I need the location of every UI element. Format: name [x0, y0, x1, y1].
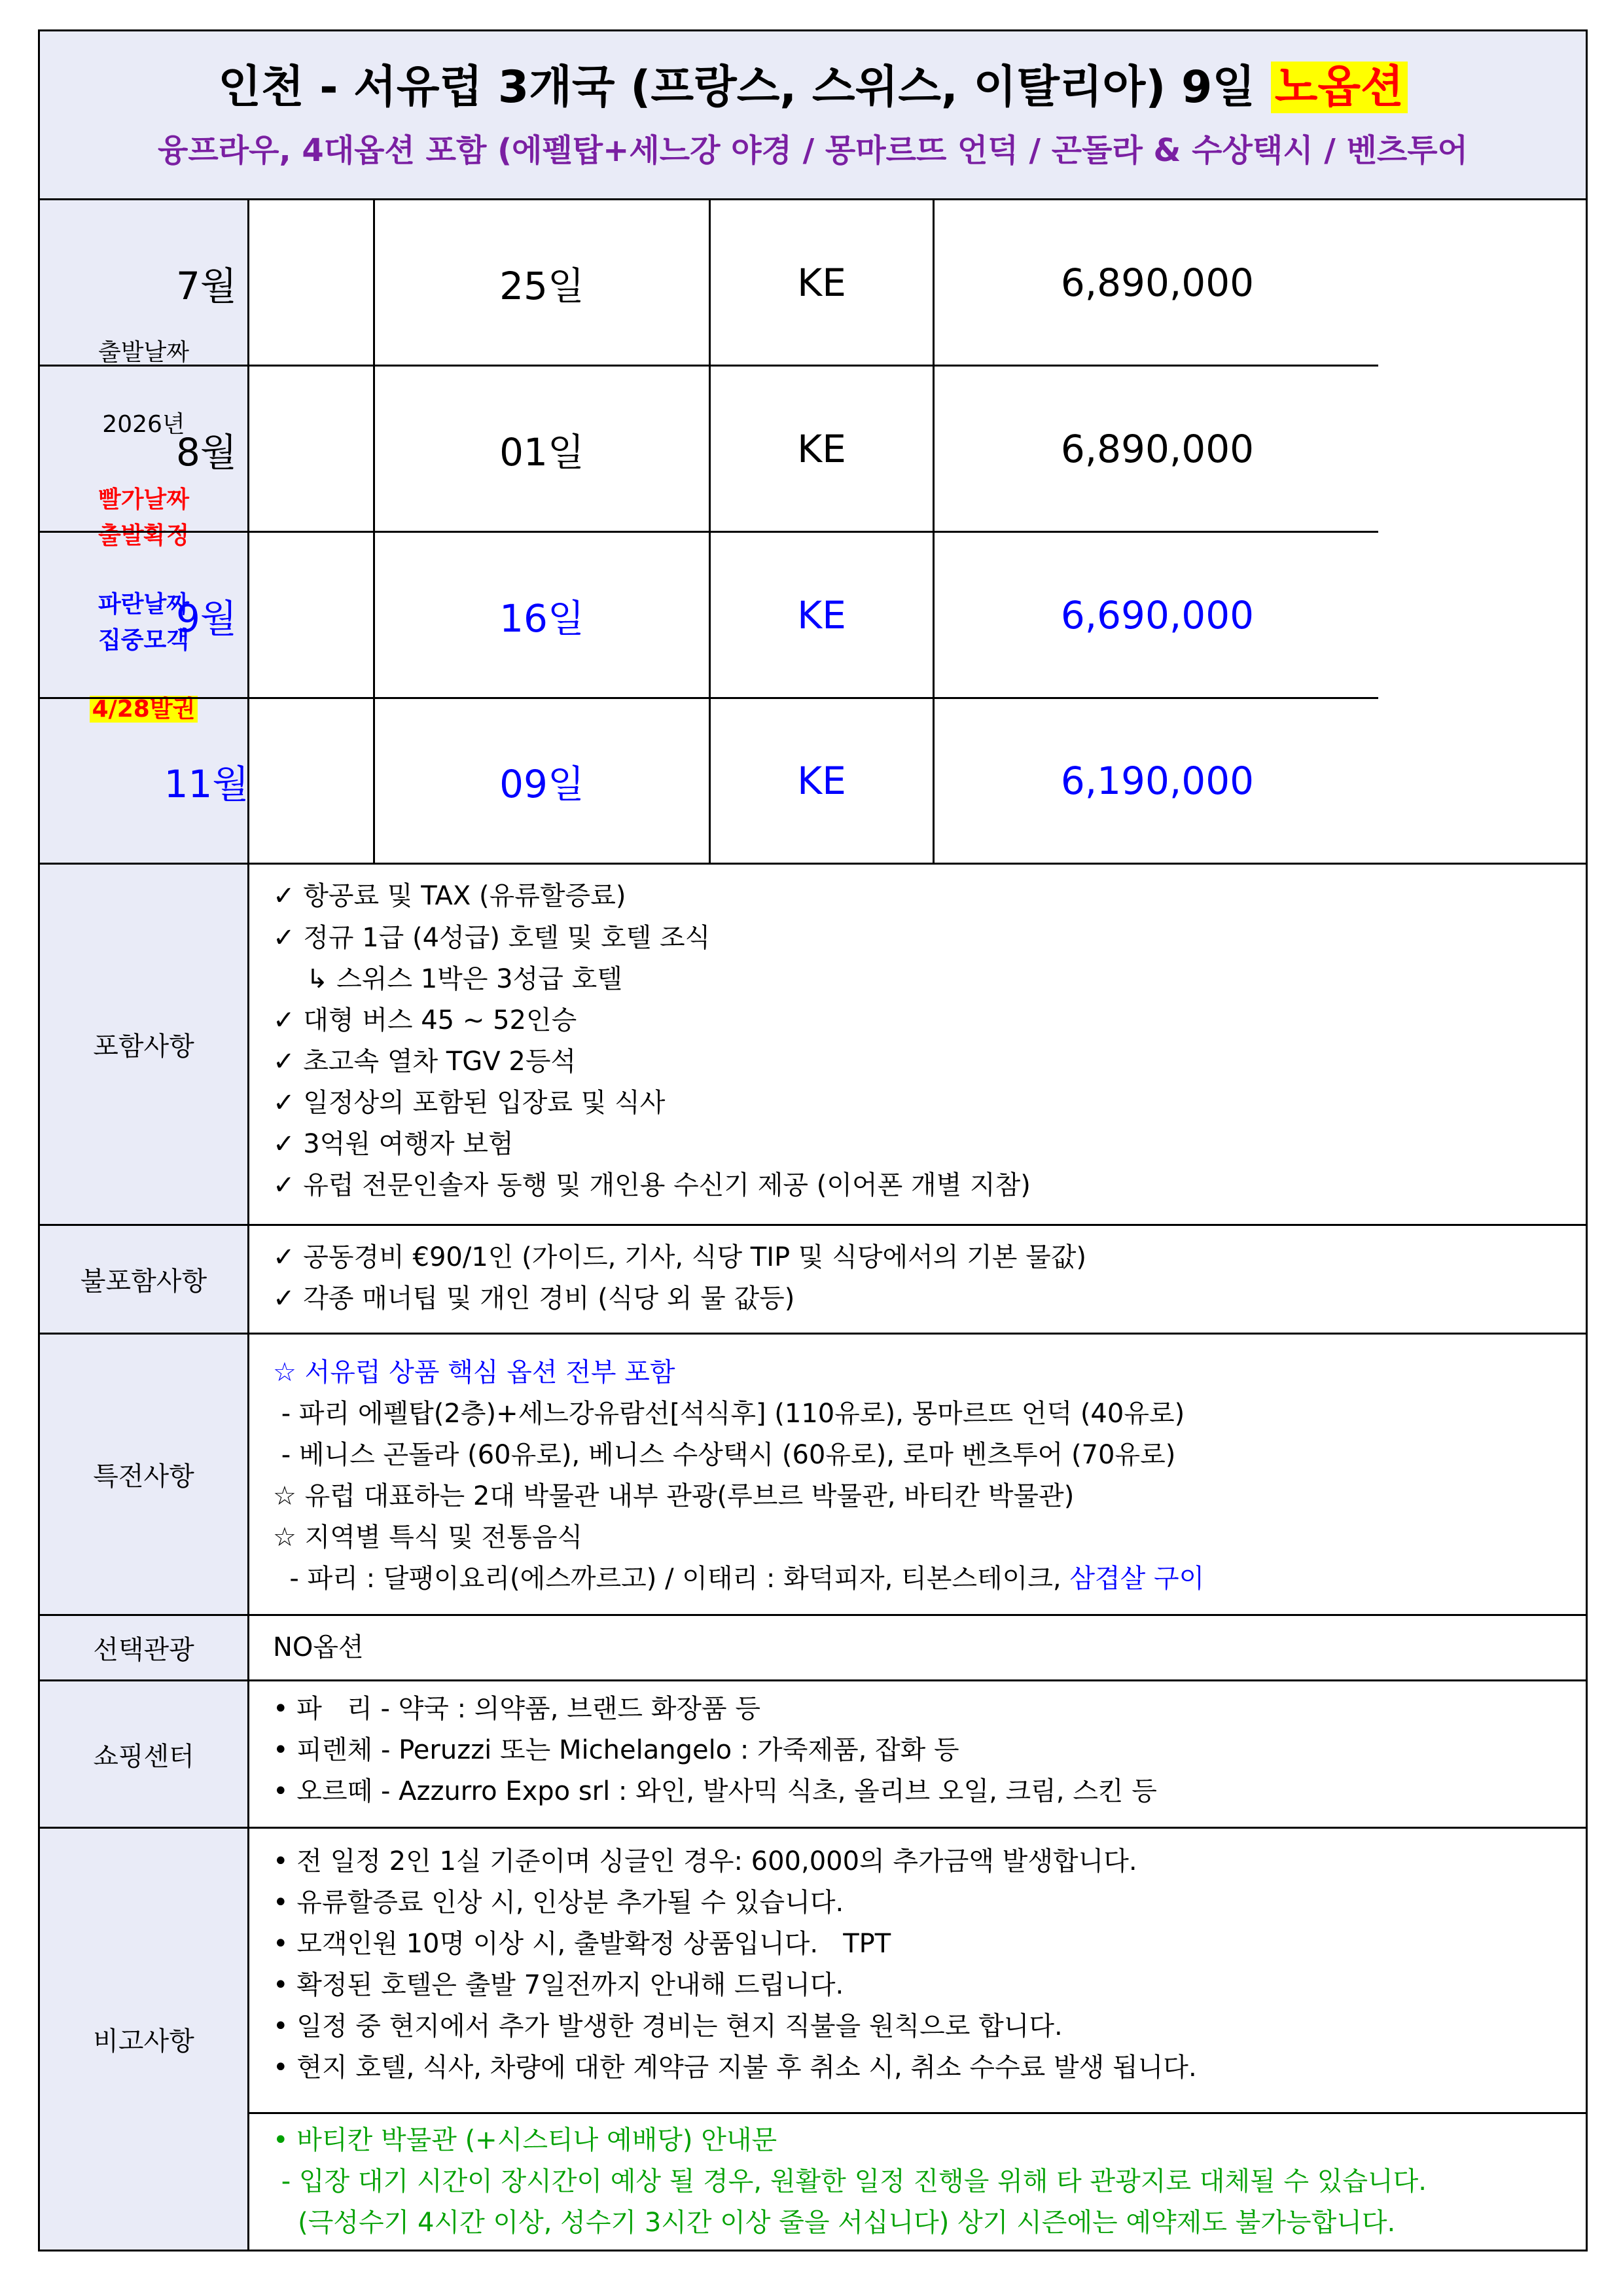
notice-line: - 입장 대기 시간이 장시간이 예상 될 경우, 원활한 일정 진행을 위해 타 관광지로 대체될 수 있습니다.: [273, 2166, 1427, 2197]
month-cell: 11월: [40, 699, 375, 863]
brochure-frame: [38, 29, 1588, 2251]
notice-title: • 바티칸 박물관 (+시스티나 예배당) 안내문: [273, 2125, 777, 2155]
title-main: 인천 - 서유럽 3개국 (프랑스, 스위스, 이탈리아) 9일: [218, 62, 1271, 113]
remarks-label: 비고사항: [40, 1829, 249, 2250]
price-cell: 6,890,000: [935, 367, 1378, 533]
airline-cell: KE: [711, 533, 935, 699]
special-food-highlight: 삼겹살 구이: [1069, 1564, 1205, 1594]
price-cell: 6,690,000: [935, 533, 1378, 699]
airline-cell: KE: [711, 200, 935, 367]
excluded-item: ✓ 공동경비 €90/1인 (가이드, 기사, 식당 TIP 및 식당에서의 기본 물값): [273, 1242, 1087, 1272]
remarks-item: • 현지 호텔, 식사, 차량에 대한 계약금 지불 후 취소 시, 취소 수수료 발생 됩니다.: [273, 2053, 1197, 2083]
included-item: ✓ 일정상의 포함된 입장료 및 식사: [273, 1088, 666, 1118]
shopping-item: • 파 리 - 약국 : 의약품, 브랜드 화장품 등: [273, 1694, 761, 1724]
label-year: 2026년: [102, 411, 185, 438]
special-item: - 파리 에펠탑(2층)+세느강유람선[석식후] (110유로), 몽마르뜨 언덕 (40유로): [273, 1399, 1185, 1429]
header: [40, 31, 1586, 200]
departure-grid: [40, 200, 1586, 863]
vatican-notice: [249, 2112, 1586, 2250]
special-section: [40, 1335, 1586, 1616]
shopping-label: 쇼핑센터: [40, 1681, 249, 1827]
excluded-section: [40, 1226, 1586, 1335]
price-cell: 6,190,000: [1060, 759, 1254, 803]
excluded-item: ✓ 각종 매너팁 및 개인 경비 (식당 외 물 값등): [273, 1283, 795, 1314]
special-food-text: - 파리 : 달팽이요리(에스까르고) / 이태리 : 화덕피자, 티본스테이크,: [273, 1564, 1070, 1594]
special-item: ☆ 서유럽 상품 핵심 옵션 전부 포함: [273, 1357, 675, 1388]
month-cell: 7월: [40, 200, 375, 367]
excluded-content: [249, 1226, 1586, 1333]
shopping-section: [40, 1681, 1586, 1829]
included-item: ✓ 3억원 여행자 보험: [273, 1129, 514, 1159]
title-highlight: 노옵션: [1271, 62, 1408, 113]
month-cell: 8월: [40, 367, 375, 533]
included-item: ✓ 대형 버스 45 ~ 52인승: [273, 1005, 577, 1035]
label-red-date: 빨가날짜: [98, 486, 190, 513]
included-item: ✓ 항공료 및 TAX (유류할증료): [273, 881, 626, 911]
special-item: ☆ 유럽 대표하는 2대 박물관 내부 관광(루브르 박물관, 바티칸 박물관): [273, 1481, 1075, 1511]
month-cell: 9월: [40, 533, 375, 699]
optional-section: [40, 1616, 1586, 1681]
remarks-item: • 확정된 호텔은 출발 7일전까지 안내해 드립니다.: [273, 1970, 844, 2000]
special-item: [273, 1566, 1204, 1592]
airline-cell: KE: [711, 699, 935, 863]
optional-label: 선택관광: [40, 1616, 249, 1679]
label-blue-date: 파란날짜: [98, 591, 190, 618]
remarks-item: • 전 일정 2인 1실 기준이며 싱글인 경우: 600,000의 추가금액 발생합니다.: [273, 1846, 1137, 1876]
day-cell: 16일: [375, 533, 711, 699]
included-item: ✓ 정규 1급 (4성급) 호텔 및 호텔 조식: [273, 923, 711, 953]
optional-content: [249, 1616, 1586, 1679]
remarks-item: • 유류할증료 인상 시, 인상분 추가될 수 있습니다.: [273, 1888, 844, 1918]
special-item: ☆ 지역별 특식 및 전통음식: [273, 1522, 583, 1552]
day-cell: 01일: [375, 367, 711, 533]
optional-value: NO옵션: [273, 1632, 364, 1662]
airline-cell: KE: [711, 367, 935, 533]
notice-line: (극성수기 4시간 이상, 성수기 3시간 이상 줄을 서십니다) 상기 시즌에는 예약제도 불가능합니다.: [273, 2208, 1396, 2238]
departure-section: [40, 200, 1586, 865]
remarks-section: [40, 1829, 1586, 2250]
shopping-item: • 오르떼 - Azzurro Expo srl : 와인, 발사믹 식초, 올리브 오일, 크림, 스킨 등: [273, 1776, 1157, 1806]
page-title: [40, 62, 1586, 113]
excluded-label: 불포함사항: [40, 1226, 249, 1333]
included-item: ↳ 스위스 1박은 3성급 호텔: [273, 964, 622, 994]
included-section: [40, 865, 1586, 1226]
included-item: ✓ 유럽 전문인솔자 동행 및 개인용 수신기 제공 (이어폰 개별 지참): [273, 1170, 1031, 1200]
subtitle: 융프라우, 4대옵션 포함 (에펠탑+세느강 야경 / 몽마르뜨 언덕 / 곤돌라 & 수상택시 / 벤츠투어: [158, 132, 1468, 169]
remarks-item: • 모객인원 10명 이상 시, 출발확정 상품입니다. TPT: [273, 1929, 891, 1959]
special-label: 특전사항: [40, 1335, 249, 1614]
label-ticketing: 4/28발권: [90, 696, 198, 723]
special-content: [249, 1335, 1586, 1614]
price-cell: 6,890,000: [935, 200, 1378, 367]
label-departure-date: 출발날짜: [98, 339, 190, 366]
shopping-item: • 피렌체 - Peruzzi 또는 Michelangelo : 가죽제품, 잡화 등: [273, 1735, 959, 1765]
day-cell: 09일: [375, 699, 711, 863]
remarks-item: • 일정 중 현지에서 추가 발생한 경비는 현지 직불을 원칙으로 합니다.: [273, 2011, 1063, 2041]
included-label: 포함사항: [40, 865, 249, 1224]
included-content: [249, 865, 1586, 1224]
day-cell: 25일: [375, 200, 711, 367]
shopping-content: [249, 1681, 1586, 1827]
special-item: - 베니스 곤돌라 (60유로), 베니스 수상택시 (60유로), 로마 벤츠투어 (70유로): [273, 1440, 1176, 1470]
label-confirmed: 출발확정: [98, 522, 190, 549]
included-item: ✓ 초고속 열차 TGV 2등석: [273, 1047, 577, 1077]
label-focus: 집중모객: [98, 627, 190, 654]
